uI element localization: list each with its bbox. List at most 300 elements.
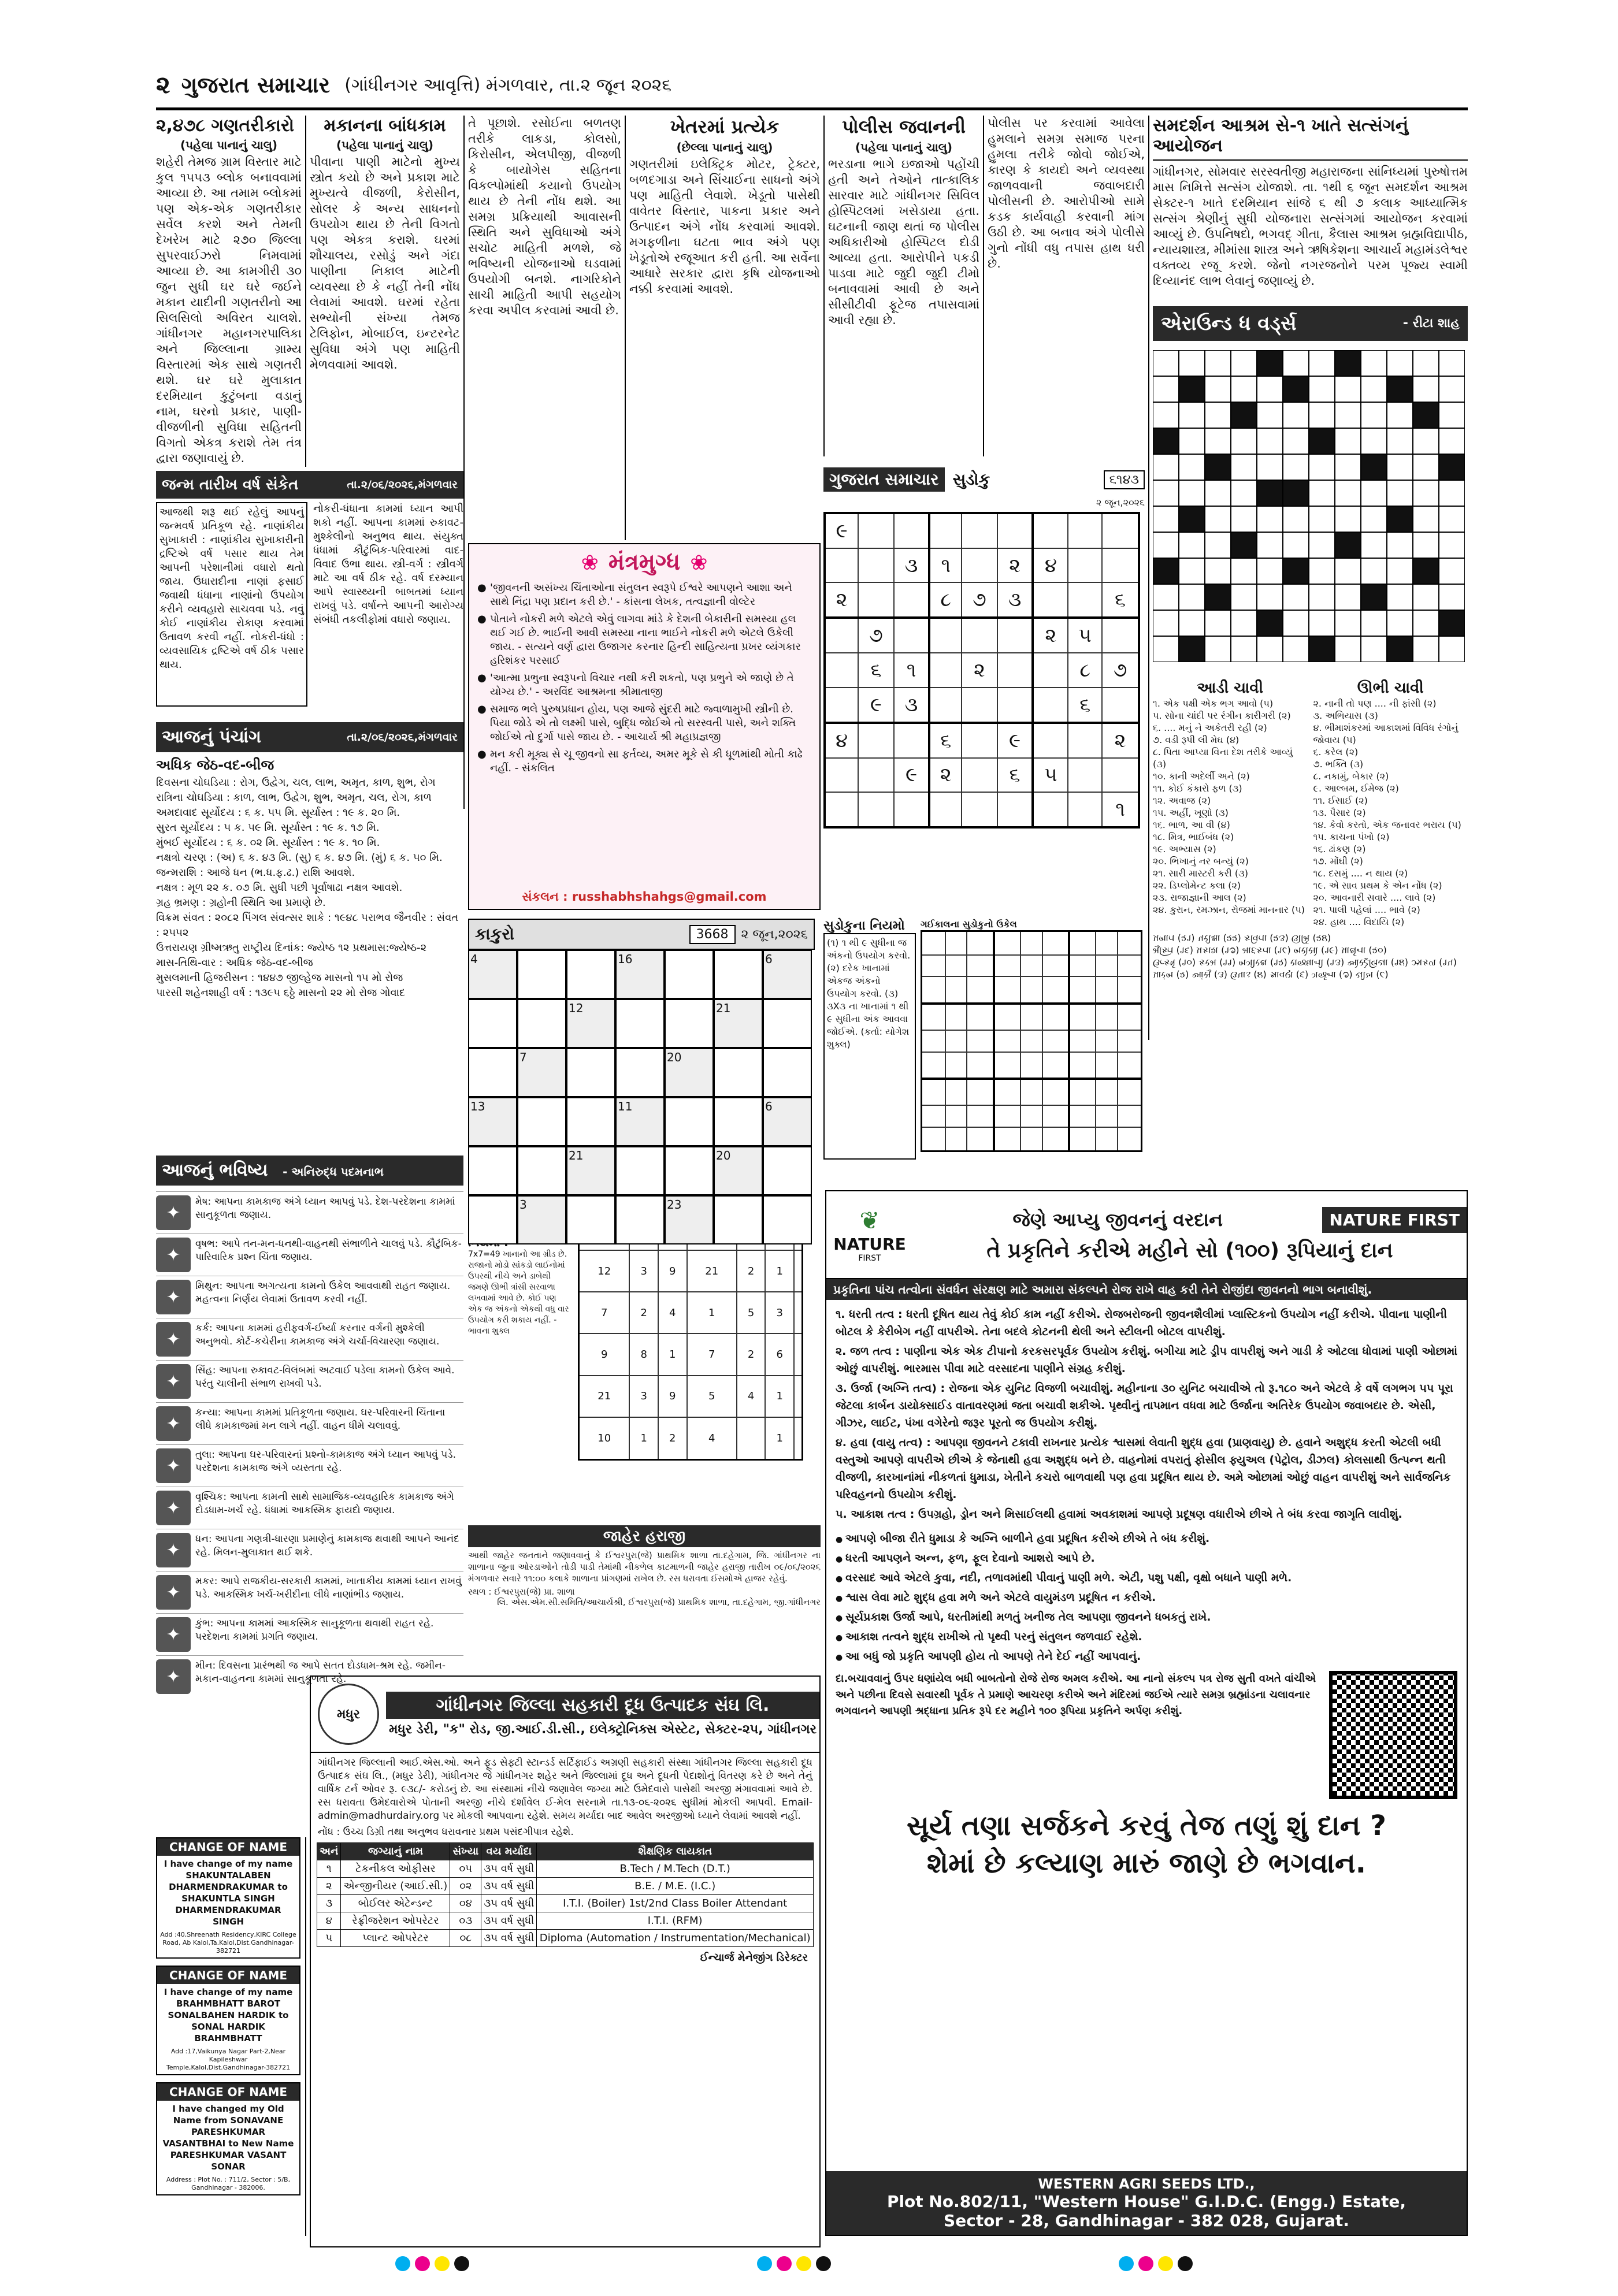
sudoku-cell: ૨ <box>929 758 962 793</box>
sudoku-cell <box>1020 1105 1042 1127</box>
crossword-block <box>1335 532 1361 558</box>
kakuro-solution-cell: 4 <box>658 1292 687 1333</box>
across-clue: ૧૬. ભાળ, આ વી (૪) <box>1153 819 1230 830</box>
nature-bullet-text: વરસાદ આવે એટલે કુવા, નદી, તળાવમાંથી પીવાનું પાણી મળે. એટી, પશુ પક્ષી, વૃક્ષો બધાને પાણી મળે. <box>845 1571 1292 1584</box>
sudoku-cell: ૯ <box>825 513 858 548</box>
sudoku-cell <box>962 548 997 583</box>
horoscope-item <box>156 1318 463 1360</box>
horoscope-item <box>156 1571 463 1613</box>
horoscope-text: વૃષભ: આપે તન-મન-ધનથી-વાહનથી સંભાળીને ચાલવું પડે. કૌટુંબિક-પારિવારિક પ્રશ્ન ચિંતા જણાય. <box>195 1238 462 1263</box>
kakuro-cell <box>517 1097 566 1146</box>
sudoku-cell <box>967 1079 993 1105</box>
kakuro-solution-grid <box>578 1235 803 1461</box>
leaf-icon: ❦ <box>859 1206 880 1235</box>
solution-line: ઉત્કર્ષ (૧૦) કરમ (૧૧) ભગીરથ (૧૨) રાજધાની (૧૩) ઓસ્ટ્રેલિયા (૧૪) ઝાકળ (૧૫) <box>1153 957 1457 968</box>
sudoku-cell <box>962 618 997 653</box>
sudoku-cell <box>997 792 1033 827</box>
sudoku-cell <box>945 955 967 976</box>
across-clue: ૨૩. રાજાજ્ઞાની આલ (૨) <box>1153 892 1246 903</box>
kakuro-cell <box>468 1195 517 1244</box>
sudoku-cell: ૩ <box>894 548 930 583</box>
crossword-cell <box>1439 428 1465 454</box>
kakuro-solution-cell: 2 <box>737 1333 766 1375</box>
zodiac-icon: ✦ <box>156 1617 191 1652</box>
crossword-cell <box>1335 454 1361 480</box>
down-clue: ૧૯. એ સાવ પ્રથમ કે એન નોંધ (૨) <box>1313 880 1442 891</box>
sudoku-cell <box>1020 1030 1042 1052</box>
crossword-block <box>1231 532 1257 558</box>
bullet-icon: ● <box>836 1555 846 1564</box>
sudoku-cell <box>945 1105 967 1127</box>
sudoku-cell: ૯ <box>997 723 1033 758</box>
sudoku-cell <box>994 931 1020 956</box>
crossword-cell <box>1153 532 1179 558</box>
horoscope-text: કર્ક: આપના કામમાં હરીફવર્ગ-ઈર્ષ્યા કરનાર વર્ગની મુશ્કેલી અનુભવો. કોર્ટ-કચેરીના કામકાજ અંગે ચર્ચા-વિચારણા જણાય. <box>195 1322 440 1347</box>
crossword-block <box>1179 506 1205 532</box>
lotus-icon: ❀ <box>581 551 599 575</box>
article-body: ગાંધીનગર, સોમવાર સરસ્વતીજી મહારાજના સાંનિધ્યમાં પુરુષોત્તમ માસ નિમિત્તે સત્સંગ યોજાશે. તા. ૧થી ૬ જૂન સમદર્શન આશ્રમ સેક્ટર-૧ ખાતે દરમિયાન સાંજે ૬ થી ૭ કલાક આધ્યાત્મિક સત્સંગ શ્રેણીનું સુધી યોજનારા સત્સંગમાં આયોજન કરવામાં આવ્યું છે. ઉપનિષદો, ભગવદ્ ગીતા, કૈલાસ આશ્રમ બ્રહ્મવિદ્યાપીઠ, ન્યાયશાસ્ત્ર, મીમાંસા શાસ્ત્ર અને ઋષિકેશના આચાર્ય મહામંડલેશ્વર વક્તવ્ય રજૂ કરશે. જેનો નગરજનોને પરમ પૂજ્ય સ્વામી દિવ્યાનંદ લાભ લેવાનું જણાવ્યું છે. <box>1153 165 1468 288</box>
kakuro-solution-cell <box>658 1243 687 1250</box>
sudoku-cell <box>967 1052 993 1079</box>
dairy-table-cell: ૪ <box>317 1912 341 1930</box>
crossword-cell <box>1153 350 1179 376</box>
nature-bullet <box>836 1530 1457 1548</box>
dairy-title: ગાંધીનગર જિલ્લા સહકારી દૂધ ઉત્પાદક સંઘ લિ. <box>386 1692 819 1719</box>
dairy-table-row <box>317 1878 814 1895</box>
kakuro-cell <box>566 950 615 999</box>
sudoku-cell <box>1096 976 1117 1003</box>
horoscope-text: વૃશ્ચિક: આપના કામની સાથે સામાજિક-વ્યવહારિક કામકાજ અંગે દોડધામ-ખર્ચ રહે. ધંધામાં આકસ્મિક ફાયદો જણાય. <box>195 1491 454 1516</box>
kakuro-cell <box>714 1195 763 1244</box>
article-police-cont <box>988 116 1145 456</box>
down-clue: ૨૦. આવનારી સવારે .... લાવે (૨) <box>1313 892 1436 903</box>
crossword-cell <box>1309 532 1335 558</box>
crossword-cell <box>1387 402 1413 428</box>
dairy-table-row <box>317 1895 814 1912</box>
nature-bullet-text: સૂર્યપ્રકાશ ઉર્જા આપે, ધરતીમાંથી મળતું ખનીજ તેલ આપણા જીવનને ધબકતું રાખે. <box>845 1611 1211 1623</box>
article-body: પોલીસ પર કરવામાં આવેલા હુમલાને સમગ્ર સમાજ પરના હુમલા તરીકે જોવો જોઈએ, કારણ કે કાયદો અને વ્યવસ્થા જાળવવાની જવાબદારી પોલીસની છે. આરોપીઓ સામે કડક કાર્યવાહી કરવાની માંગ ઉઠી છે. આ બનાવ અંગે પોલીસે ગુનો નોંધી વધુ તપાસ હાથ ધરી છે. <box>988 116 1145 270</box>
kakuro-cell <box>566 1195 615 1244</box>
horoscope-item <box>156 1444 463 1487</box>
crossword-cell <box>1387 428 1413 454</box>
sudoku-cell <box>994 1127 1020 1151</box>
panchang-line: નક્ષત્ર : મૂળ ૨૨ ક. ૦૭ મિ. સુધી પછી પૂર્વાષાઢા નક્ષત્ર આવશે. <box>156 882 403 894</box>
sudoku-cell <box>929 792 962 827</box>
dairy-body: ગાંધીનગર જિલ્લાની આઈ.એસ.ઓ. અને ફૂડ સેફ્ટી સ્ટાન્ડર્ડ સર્ટિફાઈડ અગ્રણી સહકારી સંસ્થા ગાંધીનગર જિલ્લા સહકારી દૂધ ઉત્પાદક સંઘ લિ., (મધુર ડેરી), ગાંધીનગર જે ગાંધીનગર શહેર અને જિલ્લામાં દૂધ અને દૂધની પેદાશોનું વિતરણ કરે છે અને તેનું વાર્ષિક ટર્ન ઓવર રૂ. ૯૩૮/- કરોડનું છે. આ સંસ્થામાં નીચે જણાવેલ જગ્યા માટે ઉમેદવારો પાસેથી અરજી મંગાવવામાં આવે છે. રસ ધરાવતા ઉમેદવારોએ પોતાની અરજી નીચે દર્શાવેલ ઈ-મેલ સરનામે તા.૧૩-૦૬-૨૦૨૬ સુધીમાં મોકલી આપવી. Email- admin@madhurdairy.org પર મોકલી આપવાના રહેશે. સમય મર્યાદા બાદ આવેલ અરજીઓ ધ્યાને લેવામાં આવશે નહીં. <box>318 1757 812 1822</box>
sudoku-cell <box>997 618 1033 653</box>
panchang-line: સુરત સૂર્યોદય : ૫ ક. ૫૯ મિ. સૂર્યાસ્ત : ૧૯ ક. ૧૭ મિ. <box>156 822 380 834</box>
kakuro-cell <box>517 1146 566 1195</box>
panchang-date: તા.૨/૦૬/૨૦૨૬,મંગળવાર <box>347 731 458 744</box>
crossword-cell <box>1257 376 1283 402</box>
crossword-cell <box>1283 454 1309 480</box>
horoscope-item <box>156 1276 463 1318</box>
down-clue: ૬. કરેલ (૨) <box>1313 746 1359 757</box>
sudoku-cell <box>929 618 962 653</box>
headline: પોલીસ જવાનની <box>841 116 966 138</box>
crossword-block <box>1309 636 1335 662</box>
sudoku-cell <box>994 1105 1020 1127</box>
dairy-table-cell: એન્જીનીયર (આઈ.સી.) <box>341 1878 450 1895</box>
down-clue: ૭. ભક્તિ (૩) <box>1313 759 1364 770</box>
dairy-table-cell: ૦૮ <box>450 1930 481 1947</box>
sudoku-cell <box>997 688 1033 723</box>
nature-bullet-text: આપણે બીજા રીતે ધુમાડા કે અગ્નિ બાળીને હવા પ્રદૂષિત કરીએ છીએ તે બંધ કરીશું. <box>845 1532 1210 1545</box>
bullet-icon: ● <box>836 1614 846 1623</box>
kakuro-solution-cell: 6 <box>765 1333 794 1375</box>
sudoku-cell <box>997 653 1033 688</box>
crossword-cell <box>1361 350 1387 376</box>
kakuro-number: 3668 <box>689 925 736 944</box>
mantra-quote <box>477 612 811 668</box>
sudoku-cell <box>858 548 894 583</box>
crossword-cell <box>1439 506 1465 532</box>
subhead: (પહેલા પાનાનું ચાલુ) <box>855 140 953 154</box>
horoscope-text: સિંહ: આપના રુકાવટ-વિલંબમાં અટવાઈ પડેલા કામનો ઉકેલ આવે. પરંતુ ચાલીની સંભાળ રાખવી પડે. <box>195 1365 455 1390</box>
sudoku-cell: ૬ <box>929 723 962 758</box>
kakuro-title: કાકુરો <box>475 924 514 943</box>
sudoku-cell <box>922 976 946 1003</box>
kakuro-solution-cell: 21 <box>687 1250 737 1292</box>
sudoku-number: ૬૧૪૩ <box>1104 470 1145 489</box>
dairy-table-cell: ૦૩ <box>450 1912 481 1930</box>
sudoku-cell <box>1020 955 1042 976</box>
sudoku-cell <box>1069 955 1096 976</box>
sudoku-rules-box <box>823 919 1145 1182</box>
horoscope-text: કન્યા: આપના કામમાં પ્રતિકૂળતા જણાય. ઘર-પરિવારની ચિંતાના લીધે કામકાજમાં મન લાગે નહીં. વાહન ધીમે ચલાવવું. <box>195 1407 446 1432</box>
crossword-block <box>1153 428 1179 454</box>
crossword-cell <box>1439 480 1465 506</box>
panchang-lines <box>156 775 463 1001</box>
horoscope-text: ધન: આપના ગણત્રી-ધારણા પ્રમાણેનું કામકાજ થવાથી આપને આનંદ રહે. મિલન-મુલાકાત થઈ શકે. <box>195 1533 459 1558</box>
across-clues <box>1153 697 1308 916</box>
horoscope-text: મકર: આપે રાજકીય-સરકારી કામમાં, ખાતાકીય કામમાં ધ્યાન રાખવું પડે. આકસ્મિક ખર્ચ-ખરીદીના લીધે નાણાંભીડ જણાય. <box>195 1576 462 1600</box>
down-clues <box>1313 697 1468 928</box>
crossword-cell <box>1283 610 1309 636</box>
registration-marks <box>393 2256 1375 2273</box>
kakuro-rules: 7x7=49 ખાનાનો આ ગ્રીડ છે. રાજાનો મોડો સાંકડો લાઈનોમાં ઉપરથી નીચે અને ડાબેથી જમણે ઊભી ત્રાંસી સરવાળા લખવામાં આવે છે. કોઈ પણ એક જ અંકનો એકથી વધુ વાર ઉપયોગ કરી શકાય નહીં. - ભાવના શુક્લ <box>468 1250 569 1336</box>
crossword-cell <box>1335 402 1361 428</box>
dairy-table-cell: ૩૫ વર્ષ સુધી <box>481 1895 537 1912</box>
sudoku-prev-title: ગઈકાલના સુડોકુનો ઉકેલ <box>921 919 1017 930</box>
across-clue: ૧૨. અવાજ (૨) <box>1153 795 1211 806</box>
zodiac-icon: ✦ <box>156 1448 191 1483</box>
birthday-header <box>156 471 463 499</box>
panchang-line: જન્મરાશિ : આજે ધન (ભ.ધ.ફ.ઢ.) રાશિ આવશે. <box>156 867 355 879</box>
sudoku-cell <box>1020 1079 1042 1105</box>
article-body: પીવાના પાણી માટેનો મુખ્ય સ્ત્રોત કયો છે અને પ્રકાશ માટે મુખ્યત્વે વીજળી, કેરોસીન, સોલર કે અન્ય સાધનનો ઉપયોગ થાય છે તેની વિગતો પણ એકત્ર કરાશે. ઘરમાં શૌચાલય, રસોડું અને ગંદા પાણીના નિકાલ માટેની વ્યવસ્થા છે કે નહીં તેની નોંધ લેવામાં આવશે. ઘરમાં રહેતા સભ્યોની સંખ્યા તેમજ ટેલિફોન, મોબાઈલ, ઇન્ટરનેટ સુવિધા અંગે પણ માહિતી મેળવવામાં આવશે. <box>310 155 460 371</box>
dairy-table-cell: ૦૪ <box>450 1895 481 1912</box>
solution-line: મુક્તિ (૧૬) પ્રકાશ (૧૭) માદકતા (૧૮) ભરોસો (૧૯) પ્રાર્થના (૨૦) <box>1153 945 1387 956</box>
horoscope-text: મેષ: આપના કામકાજ અંગે ધ્યાન આપવું પડે. દેશ-પરદેશના કામમાં સાનુકૂળતા જણાય. <box>195 1196 455 1221</box>
sudoku-cell <box>894 513 930 548</box>
crossword-cell <box>1361 480 1387 506</box>
sudoku-cell <box>1042 931 1069 956</box>
sudoku-cell <box>994 1030 1020 1052</box>
crossword-cell <box>1413 350 1439 376</box>
kakuro-solution-cell: 5 <box>737 1292 766 1333</box>
horoscope-item <box>156 1360 463 1402</box>
sudoku-cell <box>1042 1004 1069 1030</box>
sudoku-cell <box>1096 1052 1117 1079</box>
nature-head2: તે પ્રકૃતિને કરીએ મહીને સો (૧૦૦) રૂપિયાનું દાન <box>986 1238 1393 1262</box>
crossword-cell <box>1179 558 1205 584</box>
sudoku-cell: ૯ <box>894 758 930 793</box>
kakuro-clue-cell: 16 <box>615 950 665 999</box>
crossword-header <box>1153 306 1468 341</box>
crossword-cell <box>1153 454 1179 480</box>
sudoku-cell <box>945 1052 967 1079</box>
mantra-quote <box>477 703 811 744</box>
crossword-cell <box>1413 454 1439 480</box>
crossword-cell <box>1153 610 1179 636</box>
kakuro-clue-cell: 7 <box>517 1048 566 1097</box>
classified-address: Add :17,Vaikunya Nagar Part-2,Near Kapileshwar Temple,Kalol,Dist.Gandhinagar-382721 <box>166 2048 291 2071</box>
sudoku-cell <box>1118 1004 1142 1030</box>
down-clue: ૧૩. પૈસાર (૨) <box>1313 807 1366 818</box>
classifieds <box>156 1837 300 2236</box>
kakuro-cell <box>763 1048 812 1097</box>
crossword-cell <box>1153 376 1179 402</box>
crossword-block <box>1205 584 1231 610</box>
crossword-cell <box>1231 506 1257 532</box>
sudoku-cell: ૫ <box>1068 618 1102 653</box>
crossword-cell <box>1283 428 1309 454</box>
sudoku-cell <box>825 758 858 793</box>
kakuro-solution-cell <box>765 1243 794 1250</box>
down-clue: ૧૪. કેવો કરતો, એક જનાવર ભરાય (૫) <box>1313 819 1461 830</box>
mantra-header <box>469 549 819 575</box>
crossword-block <box>1283 480 1309 506</box>
sudoku-cell: ૮ <box>929 582 962 618</box>
kakuro-solution-cell: 9 <box>658 1250 687 1292</box>
crossword-cell <box>1257 636 1283 662</box>
kakuro-clue-cell: 6 <box>763 950 812 999</box>
mantra-quotes <box>469 575 819 781</box>
solution-line: પ્રભાત (૨૧) પરીક્ષા (૨૨) કવિતા (૨૩) ઊર્મિ (૨૪) <box>1153 933 1331 944</box>
kakuro-date: ૨ જૂન,૨૦૨૬ <box>741 927 808 942</box>
crossword-cell <box>1439 376 1465 402</box>
classified-ad <box>156 2082 300 2195</box>
crossword-cell <box>1205 506 1231 532</box>
nature-bullet-text: આ બધું જો પ્રકૃતિ આપણી હોય તો આપણે તેને દેઈ નહીં આપવાનું. <box>845 1650 1141 1663</box>
across-clue: ૫. સોના ચાંદી પર રંગીન કારીગરી (૨) <box>1153 710 1291 721</box>
horoscope-text: મીન: દિવસના પ્રારંભથી જ આપે સતત દોડધામ-શ્રમ રહે. જમીન-મકાન-વાહનના કામમાં સાનુકૂળતા રહે. <box>195 1660 446 1685</box>
kakuro-solution-cell <box>794 1292 803 1333</box>
crossword-cell <box>1205 610 1231 636</box>
nature-bullet <box>836 1569 1457 1588</box>
zodiac-icon: ✦ <box>156 1280 191 1314</box>
sudoku-cell <box>894 792 930 827</box>
sudoku-cell <box>945 1004 967 1030</box>
crossword-cell <box>1387 558 1413 584</box>
sudoku-cell <box>1068 723 1102 758</box>
dairy-signature: ઈન્ચાર્જ મેનેજીંગ ડિરેક્ટર <box>700 1952 808 1964</box>
horoscope-item <box>156 1234 463 1276</box>
dairy-table-header: શૈક્ષણિક લાયકાત <box>537 1843 814 1860</box>
kakuro-cell <box>714 950 763 999</box>
sudoku-cell <box>945 931 967 956</box>
crossword-cell <box>1361 428 1387 454</box>
crossword-cell <box>1413 428 1439 454</box>
sudoku-cell <box>1102 513 1139 548</box>
headline: મકાનના બાંધકામ <box>324 116 446 136</box>
kakuro-cell <box>517 999 566 1048</box>
horoscope-author: - અનિરુદ્ધ પદમનાભ <box>283 1165 384 1179</box>
sudoku-cell <box>945 1127 967 1151</box>
kakuro-cell <box>665 1097 714 1146</box>
crossword-cell <box>1205 402 1231 428</box>
mantra-box <box>468 543 821 910</box>
panchang-line: પારસી શહેનશાહી વર્ષ : ૧૩૯૫ ૬ઠ્ઠે માસનો ૨૨ મો રોજ ગોવાદ <box>156 987 406 999</box>
crossword-cell <box>1439 350 1465 376</box>
crossword-cell <box>1335 428 1361 454</box>
kakuro-header <box>468 919 815 950</box>
kakuro-solution-cell: 1 <box>765 1376 794 1417</box>
crossword-cell <box>1179 584 1205 610</box>
sudoku-cell: ૮ <box>1068 653 1102 688</box>
crossword-cell <box>1205 558 1231 584</box>
crossword-cell <box>1257 402 1283 428</box>
kakuro-solution-cell: 9 <box>658 1376 687 1417</box>
sudoku-cell <box>945 976 967 1003</box>
article-body: તે પૂછાશે. રસોઈના બળતણ તરીકે લાકડા, કોલસો, કિરોસીન, એલપીજી, વીજળી કે બાયોગેસ સહિતના વિકલ્પોમાંથી કયાનો ઉપયોગ થાય છે તેની નોંધ થશે. આ સમગ્ર પ્રક્રિયાથી આવાસની સ્થિતિ અને સુવિધાઓ અંગે સચોટ માહિતી મળશે, જે ભવિષ્યની યોજનાઓ ઘડવામાં ઉપયોગી બનશે. નાગરિકોને સાચી માહિતી આપી સહયોગ કરવા અપીલ કરવામાં આવી છે. <box>468 116 621 317</box>
sudoku-cell <box>825 688 858 723</box>
notice-title: જાહેર હરાજી <box>468 1525 821 1547</box>
crossword-block <box>1153 558 1179 584</box>
sudoku-cell <box>929 653 962 688</box>
crossword-cell <box>1335 506 1361 532</box>
sudoku-cell <box>1033 792 1068 827</box>
sudoku-cell <box>1096 1127 1117 1151</box>
crossword-block <box>1439 610 1465 636</box>
sudoku-cell: ૬ <box>858 653 894 688</box>
sudoku-solution-grid <box>921 930 1142 1152</box>
mantra-quote-text: પોતાને નોકરી મળે એટલે એવું લાગવા માંડે કે દેશની બેકારીની સમસ્યા હલ થઈ ગઈ છે. ભાઈની આવી સમસ્યા નાના ભાઈને નોકરી મળે એટલે ઉકેલી જાય. - સત્યને વર્ણ દ્વારા ઉજાગર કરનાર હિન્દી સાહિત્યના પ્રખર વ્યંગકાર હરિશંકર પરસાઈ <box>490 613 801 667</box>
crossword-cell <box>1439 584 1465 610</box>
sudoku-cell <box>967 955 993 976</box>
sudoku-cell: ૬ <box>1068 688 1102 723</box>
crossword-block <box>1257 610 1283 636</box>
crossword-cell <box>1231 376 1257 402</box>
nature-slogan2: શેમાં છે કલ્યાણ મારું જાણે છે ભગવાન. <box>926 1847 1367 1879</box>
sudoku-cell <box>894 618 930 653</box>
sudoku-cell <box>1042 1127 1069 1151</box>
article-body: ગણતરીમાં ઇલેક્ટ્રિક મોટર, ટ્રેક્ટર, બળદગાડા અને સિંચાઈના સાધનો અંગે પણ માહિતી લેવાશે. ખેડૂતો પાસેથી વાવેતર વિસ્તાર, પાકના પ્રકાર અને ઉત્પાદન અંગે નોંધ કરવામાં આવશે. મગફળીના ઘટતા ભાવ અંગે પણ ખેડૂતોએ રજૂઆત કરી હતી. આ સર્વેના આધારે સરકાર દ્વારા કૃષિ યોજનાઓ નક્કી કરવામાં આવશે. <box>629 157 820 296</box>
horoscope-item <box>156 1402 463 1444</box>
crossword-cell <box>1153 636 1179 662</box>
sudoku-cell: ૨ <box>825 582 858 618</box>
kakuro-solution-cell <box>737 1243 766 1250</box>
sudoku-cell: ૨ <box>1102 723 1139 758</box>
kakuro-cell <box>615 1195 665 1244</box>
crossword-block <box>1257 480 1283 506</box>
crossword-block <box>1205 454 1231 480</box>
crossword-cell <box>1205 636 1231 662</box>
crossword-block <box>1179 376 1205 402</box>
crossword-block <box>1387 376 1413 402</box>
notice-sign2: લિ. એસ.એમ.સી.સમિતિ/આચાર્યશ્રી, ઈશ્વરપુરા(જે) પ્રાથમિક શાળા, તા.દહેગામ, જી.ગાંધીનગર <box>497 1597 821 1607</box>
nature-head1: જેણે આપ્યુ જીવનનું વરદાન <box>1012 1208 1223 1231</box>
dairy-ad <box>310 1675 821 2247</box>
crossword-cell <box>1257 428 1283 454</box>
classified-text: I have change of my name SHAKUNTALABEN DHARMENDRAKUMAR to SHAKUNTLA SINGH DHARMENDRAKUMAR SINGH <box>164 1859 293 1927</box>
crossword-cell <box>1309 584 1335 610</box>
sudoku-cell <box>825 548 858 583</box>
crossword-cell <box>1335 376 1361 402</box>
sudoku-cell: ૨ <box>1033 618 1068 653</box>
article-khetar <box>629 116 820 540</box>
crossword-cell <box>1153 402 1179 428</box>
sudoku-cell <box>1033 513 1068 548</box>
sudoku-cell <box>1068 582 1102 618</box>
classified-title: CHANGE OF NAME <box>157 2083 299 2101</box>
sudoku-cell: ૨ <box>997 548 1033 583</box>
crossword-cell <box>1361 532 1387 558</box>
sudoku-cell <box>858 792 894 827</box>
article-body: શહેરી તેમજ ગ્રામ વિસ્તાર માટે કુલ ૧૫૫૩ બ્લોક બનાવવામાં આવ્યા છે. આ તમામ બ્લોકમાં પણ એક-એક ગણતરીકાર સર્વેલ કરશે અને તેમની દેખરેખ માટે ૨૭૦ જિલ્લા સુપરવાઈઝરો નિમવામાં આવ્યા છે. આ કામગીરી ૩૦ જુન સુધી ઘર ઘરે જઈને મકાન યાદીની ગણતરીનો આ સિલસિલો અવિરત ચાલશે. ગાંધીનગર મહાનગરપાલિકા અને જિલ્લાના ગ્રામ્ય વિસ્તારમાં એક સાથે ગણતરી થશે. ઘર ઘરે મુલાકાત દરમિયાન કુટુંબના વડાનું નામ, ઘરનો પ્રકાર, પાણી-વીજળીની સુવિધા સહિતની વિગતો એકત્ર કરાશે તેમ તંત્ર દ્વારા જણાવાયું છે. <box>156 155 302 465</box>
kakuro-solution-cell: 4 <box>737 1376 766 1417</box>
sudoku-cell <box>1068 513 1102 548</box>
bullet-icon: ● <box>477 613 487 625</box>
horoscope-item <box>156 1487 463 1529</box>
crossword-cell <box>1283 402 1309 428</box>
mantra-quote-text: 'જીવનની અસંખ્ય ચિંતાઓના સંતુલન સ્વરૂપે ઈશ્વરે આપણને આશા અને સાથે નિંદ્રા પણ પ્રદાન કરી છે.' - કાંસના લેખક, તત્વજ્ઞાની વોલ્ટેર <box>490 582 792 608</box>
crossword-cell <box>1361 402 1387 428</box>
kakuro-solution-cell: 1 <box>658 1333 687 1375</box>
sudoku-cell <box>1102 548 1139 583</box>
headline: ૨,૪૭૮ ગણતરીકારો <box>156 116 294 136</box>
sudoku-cell <box>922 1030 946 1052</box>
across-clue: ૭. વડી રૂપી લી મેઘ (૪) <box>1153 734 1240 745</box>
sudoku-cell <box>962 758 997 793</box>
across-clue: ૬. .... મનું ને અકેતરી રહી (૨) <box>1153 722 1267 733</box>
sudoku-cell <box>967 931 993 956</box>
lotus-icon: ❀ <box>690 551 708 575</box>
kakuro-cell <box>468 999 517 1048</box>
kakuro-cell <box>566 1048 615 1097</box>
nature-bullet <box>836 1608 1457 1627</box>
crossword-title: એરાઉન્ડ ધ વર્ડ્સ <box>1161 312 1297 335</box>
crossword-solution <box>1153 932 1468 981</box>
crossword-block <box>1335 350 1361 376</box>
horoscope-text: તુલા: આપના ઘર-પરિવારનાં પ્રશ્નો-કામકાજ અંગે ધ્યાન આપવું પડે. પરદેશના કામકાજ અંગે વ્યસ્તતા રહે. <box>195 1449 457 1474</box>
sudoku-cell <box>967 1127 993 1151</box>
crossword-cell <box>1413 636 1439 662</box>
crossword-cell <box>1335 584 1361 610</box>
kakuro-cell <box>665 950 714 999</box>
crossword-cell <box>1205 376 1231 402</box>
dairy-table-row <box>317 1860 814 1878</box>
crossword-cell <box>1309 558 1335 584</box>
zodiac-icon: ✦ <box>156 1364 191 1399</box>
sudoku-cell <box>994 1079 1020 1105</box>
crossword-cell <box>1413 376 1439 402</box>
dairy-table-cell: ૫ <box>317 1930 341 1947</box>
crossword-cell <box>1179 350 1205 376</box>
dairy-table-cell: ૩૫ વર્ષ સુધી <box>481 1912 537 1930</box>
kakuro-clue-cell: 13 <box>468 1097 517 1146</box>
zodiac-icon: ✦ <box>156 1533 191 1567</box>
dairy-table-cell: Diploma (Automation / Instrumentation/Mechanical) <box>537 1930 814 1947</box>
kakuro-clue-cell: 21 <box>714 999 763 1048</box>
panchang-line: માસ-તિથિ-વાર : અધિક જેઠ-વદ-બીજ <box>156 957 313 969</box>
nature-bullets <box>826 1530 1467 1666</box>
sudoku-cell <box>962 513 997 548</box>
dairy-table-cell: I.T.I. (Boiler) 1st/2nd Class Boiler Attendant <box>537 1895 814 1912</box>
crossword-cell <box>1231 636 1257 662</box>
crossword-cell <box>1309 454 1335 480</box>
